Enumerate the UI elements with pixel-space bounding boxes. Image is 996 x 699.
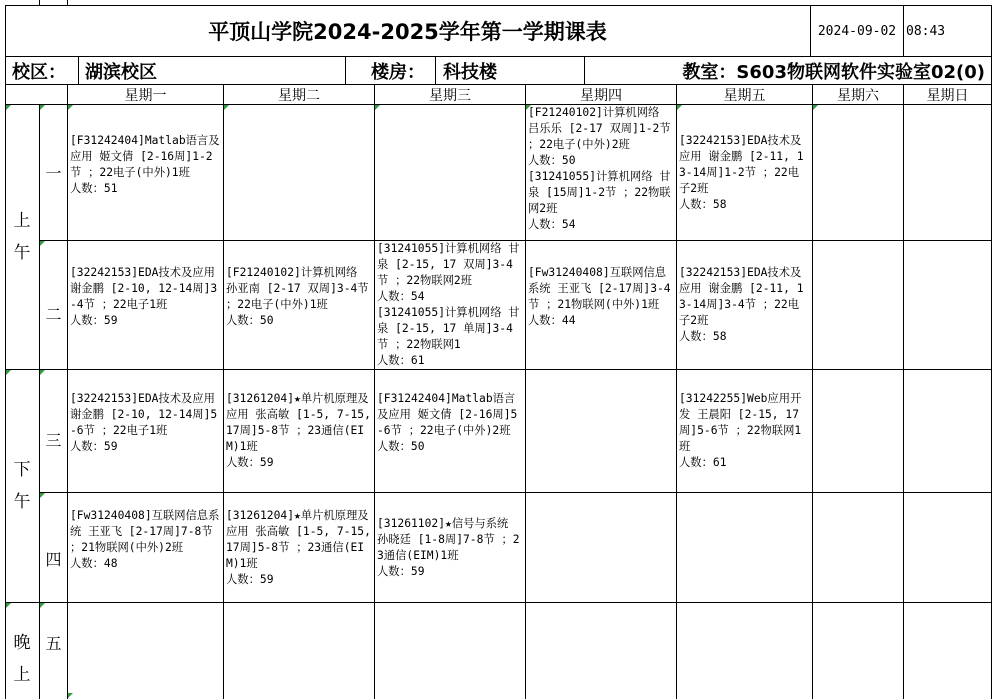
course-headcount: 人数：59: [226, 456, 274, 469]
course-headcount: 人数：44: [528, 314, 576, 327]
course-headcount: 人数：50: [377, 440, 425, 453]
course-headcount: 人数：59: [226, 573, 274, 586]
course-cell-p2-thu[interactable]: [526, 265, 676, 369]
course-cell-p3-tue[interactable]: [224, 391, 374, 492]
course-headcount: 人数：50: [226, 314, 274, 327]
period-label-4: 四: [45, 550, 62, 569]
course-entry: [32242153]EDA技术及应用 谢金鹏 [2-11, 13-14周]1-2节 ；22电子2班: [679, 134, 804, 195]
session-evening-char-1: 晚: [13, 633, 31, 653]
course-cell-p1-fri[interactable]: [677, 133, 812, 240]
course-entry: [32242153]EDA技术及应用 谢金鹏 [2-11, 13-14周]3-4节 ；22电子2班: [679, 266, 804, 327]
course-cell-p2-wed[interactable]: [375, 241, 525, 369]
course-headcount: 人数：59: [377, 565, 425, 578]
course-cell-p2-fri[interactable]: [677, 265, 812, 369]
course-entry: [F21240102]计算机网络 吕乐乐 [2-17 双周]1-2节 ；22电子(中外)2班: [528, 106, 671, 151]
course-cell-p1-mon[interactable]: [68, 133, 223, 240]
course-cell-p3-wed[interactable]: [375, 391, 525, 492]
course-entry: [31241055]计算机网络 甘泉 [2-15, 17 双周]3-4节 ；22物联网2班: [377, 242, 520, 287]
course-headcount: 人数：48: [70, 557, 118, 570]
course-entry: [Fw31240408]互联网信息系统 王亚飞 [2-17周]3-4节 ；21物联网(中外)1班: [528, 266, 671, 311]
course-cell-p4-tue[interactable]: [224, 508, 374, 602]
building-value: 科技楼: [443, 62, 497, 83]
session-afternoon-char-2: 午: [13, 492, 31, 512]
session-afternoon: [5, 370, 39, 602]
page-title: 平顶山学院2024-2025学年第一学期课表: [208, 20, 607, 44]
course-entry: [31261204]★单片机原理及应用 张高敏 [1-5, 7-15, 17周]5-8节 ；23通信(EIM)1班: [226, 392, 371, 453]
day-header-thu: 星期四: [580, 87, 622, 104]
course-entry: [31241055]计算机网络 甘泉 [15周]1-2节 ；22物联网2班: [528, 170, 671, 215]
course-entry: [F31242404]Matlab语言及应用 姬文倩 [2-16周]1-2节 ；22电子(中外)1班: [70, 134, 220, 179]
room-label: 教室：S603物联网软件实验室02(0): [682, 62, 985, 83]
course-cell-p2-tue[interactable]: [224, 265, 374, 369]
course-entry: [31242255]Web应用开发 王晨阳 [2-15, 17周]5-6节 ；22物联网1班: [679, 392, 802, 453]
course-entry: [32242153]EDA技术及应用 谢金鹏 [2-10, 12-14周]3-4节 ；22电子1班: [70, 266, 218, 311]
course-headcount: 人数：54: [377, 290, 425, 303]
day-header-sun: 星期日: [926, 87, 969, 104]
session-evening-char-2: 上: [13, 665, 31, 685]
course-cell-p3-mon[interactable]: [68, 391, 223, 492]
course-headcount: 人数：50: [528, 154, 576, 167]
day-header-sat: 星期六: [837, 87, 879, 104]
course-entry: [Fw31240408]互联网信息系统 王亚飞 [2-17周]7-8节 ；21物联网(中外)2班: [70, 509, 220, 554]
course-headcount: 人数：58: [679, 198, 727, 211]
period-label-5: 五: [45, 633, 62, 653]
session-morning-char-2: 午: [13, 243, 31, 263]
course-headcount: 人数：59: [70, 314, 118, 327]
campus-label: 校区：: [12, 62, 66, 83]
print-time: 08:43: [906, 23, 946, 39]
period-label-3: 三: [45, 430, 62, 450]
course-entry: [31261102]★信号与系统 孙晓廷 [1-8周]7-8节 ；23通信(EIM)1班: [377, 517, 520, 562]
course-entry: [F31242404]Matlab语言及应用 姬文倩 [2-16周]5-6节 ；22电子(中外)2班: [377, 392, 518, 437]
day-header-tue: 星期二: [278, 87, 320, 104]
course-cell-p4-wed[interactable]: [375, 516, 525, 602]
day-header-wed: 星期三: [429, 87, 471, 104]
course-headcount: 人数：58: [679, 330, 727, 343]
day-header-mon: 星期一: [124, 87, 167, 104]
course-headcount: 人数：51: [70, 182, 118, 195]
course-cell-p1-thu[interactable]: [526, 105, 676, 240]
course-headcount: 人数：54: [528, 218, 576, 231]
print-date: 2024-09-02: [817, 23, 897, 39]
course-entry: [31261204]★单片机原理及应用 张高敏 [1-5, 7-15, 17周]5-8节 ；23通信(EIM)1班: [226, 509, 371, 570]
course-headcount: 人数：59: [70, 440, 118, 453]
course-entry: [F21240102]计算机网络 孙亚南 [2-17 双周]3-4节 ；22电子(中外)1班: [226, 266, 369, 311]
course-headcount: 人数：61: [679, 456, 727, 469]
course-cell-p2-mon[interactable]: [68, 265, 223, 369]
session-evening: [5, 603, 39, 699]
session-afternoon-char-1: 下: [13, 460, 31, 480]
session-morning-char-1: 上: [13, 211, 31, 231]
period-label-2: 二: [45, 304, 62, 324]
course-headcount: 人数：61: [377, 354, 425, 367]
course-cell-p3-fri[interactable]: [677, 391, 812, 492]
period-label-1: 一: [45, 164, 62, 183]
course-cell-p4-mon[interactable]: [68, 508, 223, 602]
campus-value: 湖滨校区: [85, 62, 157, 83]
building-label: 楼房：: [371, 62, 425, 83]
course-entry: [31241055]计算机网络 甘泉 [2-15, 17 单周]3-4节 ；22物联网1: [377, 306, 520, 351]
day-header-fri: 星期五: [723, 87, 766, 104]
course-entry: [32242153]EDA技术及应用 谢金鹏 [2-10, 12-14周]5-6节 ；22电子1班: [70, 392, 218, 437]
session-morning: [5, 105, 39, 369]
